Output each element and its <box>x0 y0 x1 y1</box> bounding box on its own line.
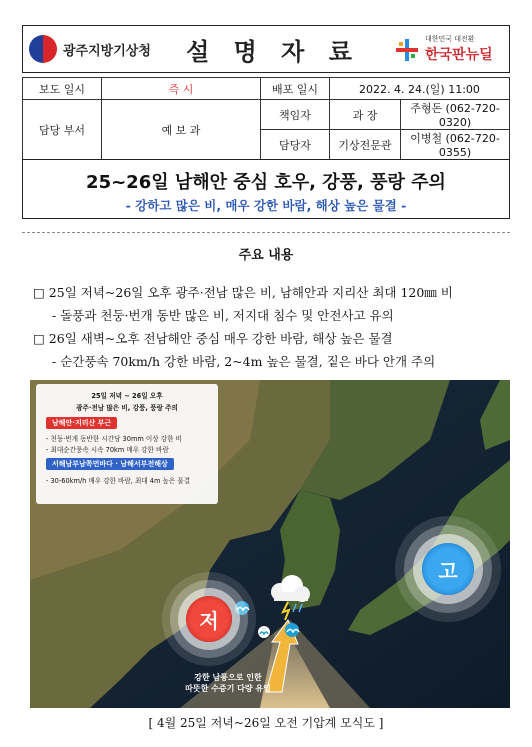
legend-line: - 최대순간풍속 시속 70km 매우 강한 바람 <box>46 446 169 454</box>
map-caption: [ 4월 25일 저녁~26일 오전 기압계 모식도 ] <box>148 716 384 730</box>
bullet-item-1 <box>33 283 453 301</box>
checkbox-square-icon: □ <box>33 331 45 346</box>
section-divider <box>22 232 510 234</box>
moisture-arrow-label <box>168 672 288 694</box>
headline-title: 25~26일 남해안 중심 호우, 강풍, 풍랑 주의 <box>86 172 446 193</box>
checkbox-square-icon: □ <box>33 285 45 300</box>
wave-icon <box>235 601 249 615</box>
legend-line: - 30-60km/h 매우 강한 바람, 최대 4m 높은 물결 <box>46 477 191 485</box>
resp-label: 책임자 <box>261 100 330 130</box>
high-pressure-marker: 고 <box>422 543 474 595</box>
resp-role: 과 장 <box>330 100 401 130</box>
staff-person: 이병철 (062-720-0355) <box>401 130 510 160</box>
info-table <box>22 77 510 160</box>
legend-period: 25일 저녁 ~ 26일 오후 <box>91 392 163 400</box>
legend-tag-south-coast: 남해안·지리산 부근 <box>46 417 117 429</box>
bullet-subtext: - 돌풍과 천둥·번개 동반 많은 비, 저지대 침수 및 안전사고 유의 <box>52 308 394 323</box>
staff-role: 기상전문관 <box>330 130 401 160</box>
wave-icon <box>285 623 299 637</box>
low-pressure-marker: 저 <box>186 596 232 642</box>
map-legend <box>36 384 218 504</box>
legend-title: 광주·전남 많은 비, 강풍, 풍랑 주의 <box>76 404 178 412</box>
report-label: 보도 일시 <box>23 78 102 100</box>
headline-subtitle: - 강하고 많은 비, 매우 강한 바람, 해상 높은 물결 - <box>125 198 407 213</box>
resp-person: 주형돈 (062-720-0320) <box>401 100 510 130</box>
distribute-label: 배포 일시 <box>261 78 330 100</box>
arrow-label-line: 강한 남풍으로 인한 <box>194 673 262 682</box>
partner-subtitle: 대한민국 대전환 <box>425 35 475 43</box>
section-title: 주요 내용 <box>238 248 294 263</box>
partner-name: 한국판뉴딜 <box>425 47 493 63</box>
dept-value: 예 보 과 <box>102 100 261 160</box>
arrow-label-line: 따뜻한 수증기 다량 유입 <box>185 684 271 693</box>
new-deal-logo-icon <box>395 38 419 62</box>
dept-label: 담당 부서 <box>23 100 102 160</box>
legend-tag-sea-area: 서해남부남쪽먼바다 · 남해서부전해상 <box>46 458 174 470</box>
bullet-subtext: - 순간풍속 70km/h 강한 바람, 2~4m 높은 물결, 짙은 바다 안개 주의 <box>52 354 436 369</box>
distribute-value: 2022. 4. 24.(일) 11:00 <box>330 78 510 100</box>
bullet-item-2 <box>33 329 393 347</box>
document-title: 설 명 자 료 <box>186 38 360 66</box>
bullet-text: 25일 저녁~26일 오후 광주·전남 많은 비, 남해안과 지리산 최대 120㎜ 비 <box>48 285 453 300</box>
bullet-text: 26일 새벽~오후 전남해안 중심 매우 강한 바람, 해상 높은 물결 <box>48 331 393 346</box>
agency-name: 광주지방기상청 <box>63 44 151 59</box>
headline-box <box>22 159 510 219</box>
legend-line: - 천둥·번개 동반한 시간당 30mm 이상 강한 비 <box>46 435 182 443</box>
report-value: 즉 시 <box>102 78 261 100</box>
staff-label: 담당자 <box>261 130 330 160</box>
kma-logo-icon <box>29 35 57 63</box>
document-header <box>22 25 510 73</box>
wave-icon <box>258 626 270 638</box>
